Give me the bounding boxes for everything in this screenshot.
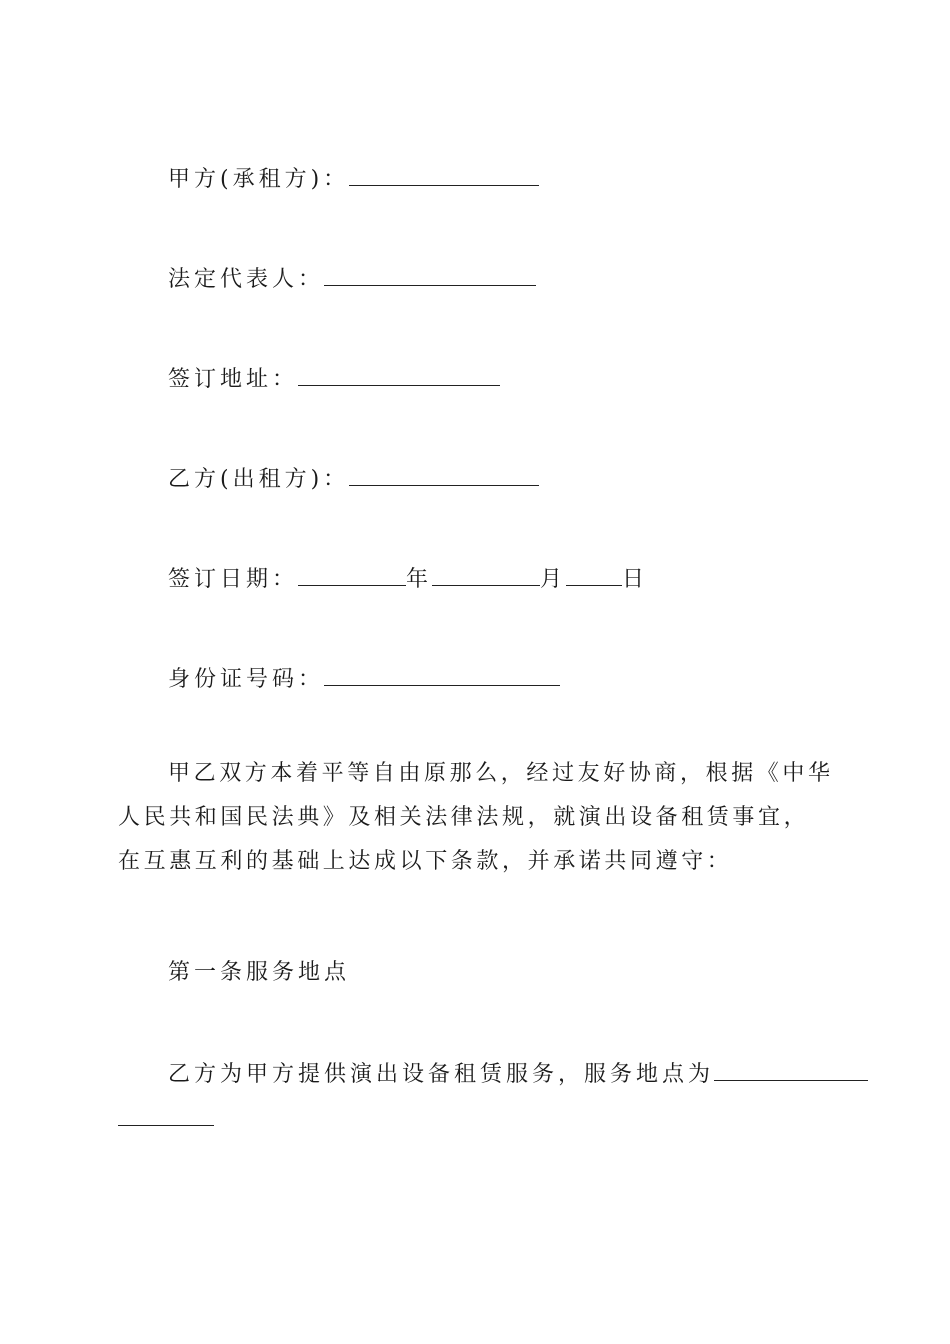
service-location-blank[interactable] <box>714 1058 868 1081</box>
legal-rep-blank[interactable] <box>324 263 536 286</box>
party-b-line <box>168 463 539 495</box>
legal-rep-line <box>168 263 536 295</box>
party-a-line <box>168 163 539 195</box>
id-number-label: 身份证号码： <box>168 667 325 692</box>
party-b-blank[interactable] <box>349 463 539 486</box>
sign-date-line <box>168 563 648 595</box>
article-1-line <box>168 1058 868 1090</box>
id-number-blank[interactable] <box>324 663 560 686</box>
sign-address-label: 签订地址： <box>168 367 299 392</box>
id-number-line <box>168 663 560 695</box>
sign-date-label: 签订日期： <box>168 567 299 592</box>
article-1-title: 第一条服务地点 <box>168 960 351 985</box>
article-1-text: 乙方为甲方提供演出设备租赁服务，服务地点为 <box>168 1062 715 1087</box>
month-blank[interactable] <box>432 563 540 586</box>
sign-address-blank[interactable] <box>298 363 500 386</box>
party-b-label: 乙方(出租方)： <box>168 467 350 492</box>
year-label: 年 <box>406 567 433 592</box>
legal-rep-label: 法定代表人： <box>168 267 325 292</box>
party-a-label: 甲方(承租方)： <box>168 167 350 192</box>
intro-paragraph: 甲乙双方本着平等自由原那么，经过友好协商，根据《中华人民共和国民法典》及相关法律法规，就演出设备租赁事宜，在互惠互利的基础上达成以下条款，并承诺共同遵守： <box>118 761 834 874</box>
year-blank[interactable] <box>298 563 406 586</box>
service-location-continuation <box>118 1103 214 1135</box>
day-blank[interactable] <box>566 563 622 586</box>
month-label: 月 <box>540 567 567 592</box>
service-location-blank-2[interactable] <box>118 1103 214 1126</box>
day-label: 日 <box>622 567 649 592</box>
party-a-blank[interactable] <box>349 163 539 186</box>
sign-address-line <box>168 363 500 395</box>
